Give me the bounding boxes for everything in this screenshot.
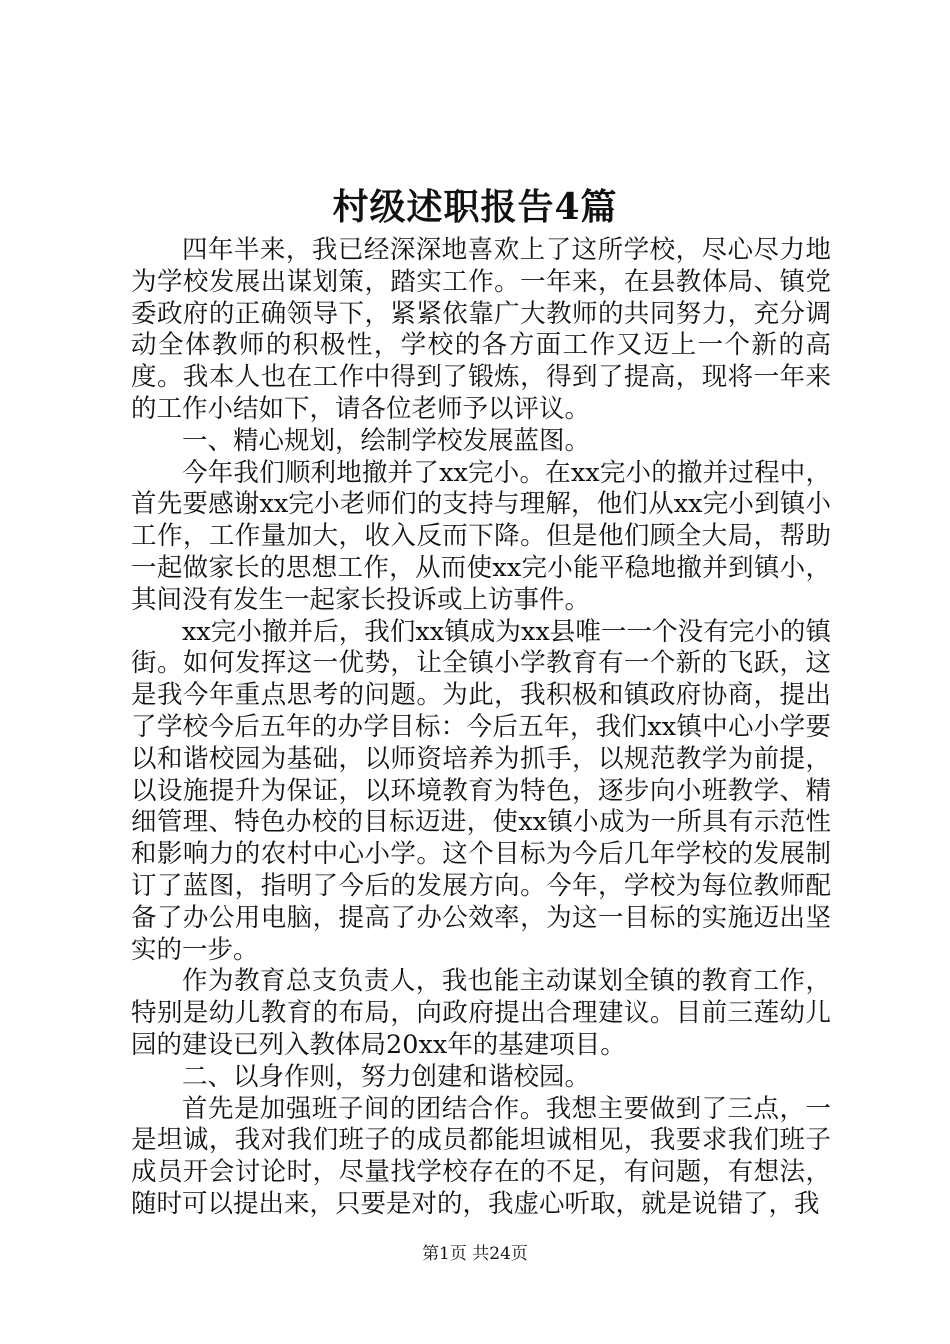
paragraph-teamwork: 首先是加强班子间的团结合作。我想主要做到了三点，一是坦诚，我对我们班子的成员都能坦诚相见，我要求我们班子成员开会讨论时，尽量找学校存在的不足，有问题，有想法，随时可以提出来，只要是对的，我虚心听取，就是说错了，我 <box>131 1093 831 1219</box>
section-heading-2: 二、以身作则，努力创建和谐校园。 <box>182 1061 591 1092</box>
paragraph-goals: xx完小撤并后，我们xx镇成为xx县唯一一个没有完小的镇街。如何发挥这一优势，让全镇小学教育有一个新的飞跃，这是我今年重点思考的问题。为此，我积极和镇政府协商，提出了学校今后五年的办学目标：今后五年，我们xx镇中心小学要以和谐校园为基础，以师资培养为抓手，以规范教学为前提，以设施提升为保证，以环境教育为特色，逐步向小班教学、精细管理、特色办校的目标迈进，使xx镇小成为一所具有示范性和影响力的农村中心小学。这个目标为今后几年学校的发展制订了蓝图，指明了今后的发展方向。今年，学校为每位教师配备了办公用电脑，提高了办公效率，为这一目标的实施迈出坚实的一步。 <box>131 616 831 965</box>
paragraph-merger: 今年我们顺利地撤并了xx完小。在xx完小的撤并过程中，首先要感谢xx完小老师们的支持与理解，他们从xx完小到镇小工作，工作量加大，收入反而下降。但是他们顾全大局，帮助一起做家长的思想工作，从而使xx完小能平稳地撤并到镇小，其间没有发生一起家长投诉或上访事件。 <box>131 457 831 615</box>
page-footer: 第1页 共24页 <box>422 1244 528 1264</box>
paragraph-intro: 四年半来，我已经深深地喜欢上了这所学校，尽心尽力地为学校发展出谋划策，踏实工作。一年来，在县教体局、镇党委政府的正确领导下，紧紧依靠广大教师的共同努力，充分调动全体教师的积极性，学校的各方面工作又迈上一个新的高度。我本人也在工作中得到了锻炼，得到了提高，现将一年来的工作小结如下，请各位老师予以评议。 <box>131 235 831 424</box>
document-title: 村级述职报告4篇 <box>332 186 618 228</box>
paragraph-preschool: 作为教育总支负责人，我也能主动谋划全镇的教育工作，特别是幼儿教育的布局，向政府提出合理建议。目前三莲幼儿园的建设已列入教体局20xx年的基建项目。 <box>131 966 831 1060</box>
document-body <box>131 235 831 1221</box>
section-heading-1: 一、精心规划，绘制学校发展蓝图。 <box>182 425 591 456</box>
